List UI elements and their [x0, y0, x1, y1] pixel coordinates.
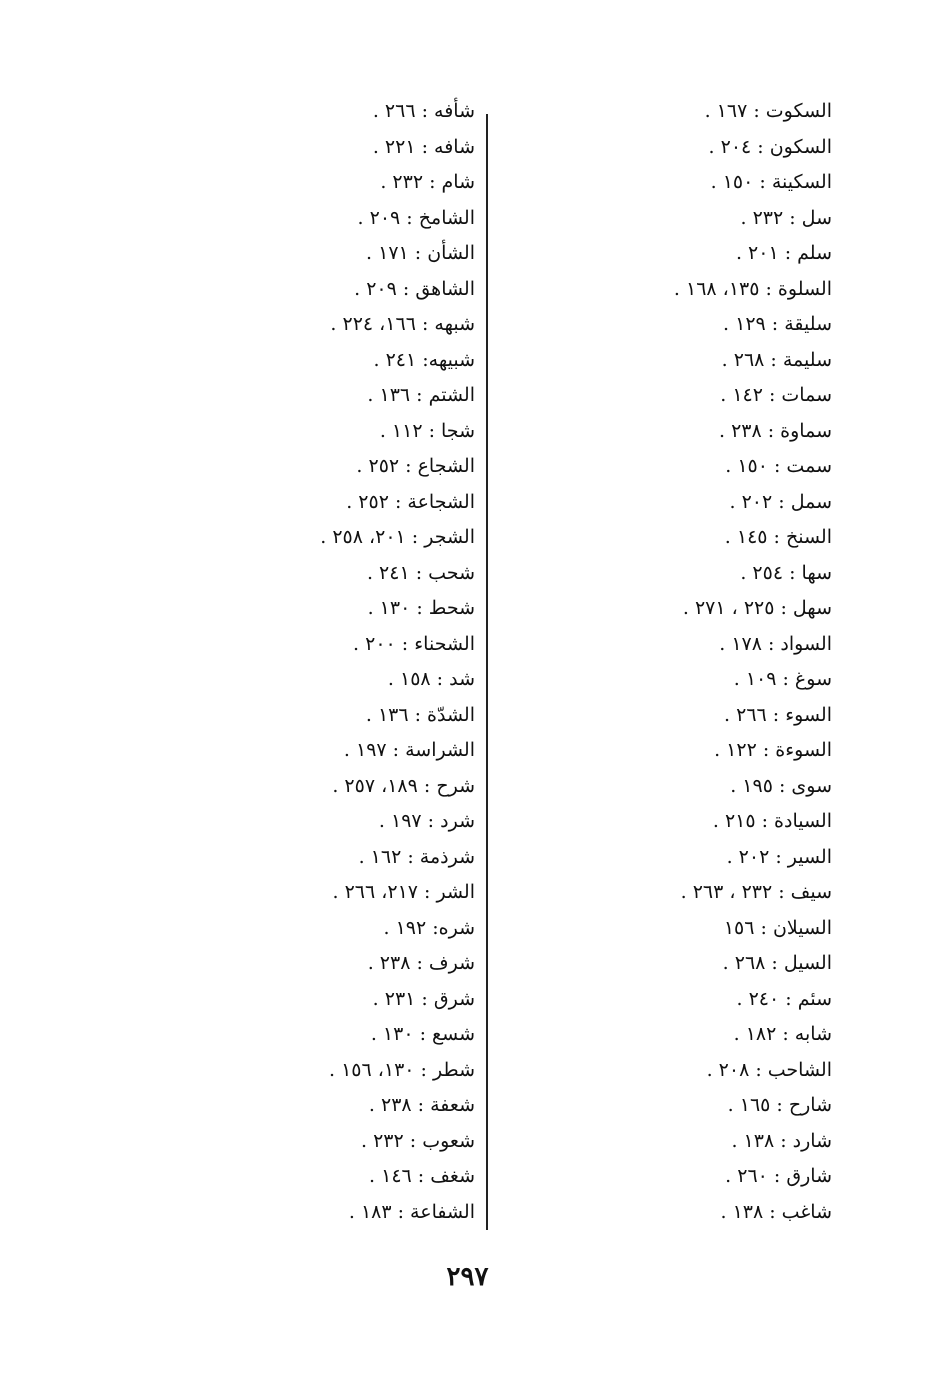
index-entry: السكون : ٢٠٤ .: [708, 135, 832, 158]
index-entry: شافه : ٢٢١ .: [372, 135, 475, 158]
index-entry: سليقة : ١٢٩ .: [723, 313, 832, 335]
index-entry: شره: ١٩٢ .: [383, 916, 475, 939]
index-entry: الشاهق : ٢٠٩ .: [354, 277, 475, 300]
index-entry: شبيهه: ٢٤١ .: [373, 348, 475, 371]
index-entry: شعوب : ٢٣٢ .: [361, 1129, 475, 1152]
index-entry: شرق : ٢٣١ .: [372, 987, 475, 1010]
index-entry: الشجر : ٢٠١، ٢٥٨ .: [320, 526, 475, 548]
column-divider: [486, 114, 488, 1230]
index-entry: الشراسة : ١٩٧ .: [343, 739, 475, 761]
index-entry: الشتم : ١٣٦ .: [367, 384, 475, 406]
index-entry: شغف : ١٤٦ .: [369, 1165, 475, 1187]
index-entry: الشفاعة : ١٨٣ .: [348, 1200, 475, 1223]
index-entry: شأفه : ٢٦٦ .: [372, 100, 475, 122]
index-entry: السلوة : ١٣٥، ١٦٨ .: [673, 277, 832, 300]
index-entry: شارد : ١٣٨ .: [731, 1129, 832, 1152]
index-entry: شرذمة : ١٦٢ .: [358, 845, 475, 868]
index-entry: شحب : ٢٤١ .: [366, 561, 475, 584]
index-entry: سمات : ١٤٢ .: [720, 384, 832, 406]
index-entry: سل : ٢٣٢ .: [740, 206, 832, 229]
index-entry: شابه : ١٨٢ .: [733, 1023, 832, 1045]
index-entry: الشدّة : ١٣٦ .: [365, 703, 475, 726]
index-column-left: [275, 94, 475, 1230]
index-entry: السير : ٢٠٢ .: [726, 845, 832, 868]
index-entry: شحط : ١٣٠ .: [367, 597, 475, 619]
index-entry: شد : ١٥٨ .: [387, 668, 475, 690]
index-column-right: [582, 94, 832, 1230]
index-entry: شام : ٢٣٢ .: [380, 171, 475, 193]
index-entry: السيلان : ١٥٦: [723, 916, 832, 939]
index-entry: شرد : ١٩٧ .: [378, 810, 475, 832]
page-number: ٢٩٧: [446, 1262, 489, 1292]
index-entry: سمت : ١٥٠ .: [725, 455, 832, 477]
index-entry: سهل : ٢٢٥ ، ٢٧١ .: [682, 597, 832, 619]
index-entry: سيف : ٢٣٢ ، ٢٦٣ .: [680, 881, 832, 903]
index-entry: شجا : ١١٢ .: [379, 419, 475, 442]
index-entry: سوغ : ١٠٩ .: [733, 668, 832, 690]
index-entry: سلم : ٢٠١ .: [735, 242, 832, 264]
index-entry: السوء : ٢٦٦ .: [724, 703, 832, 726]
index-entry: سها : ٢٥٤ .: [740, 561, 832, 584]
index-entry: السنخ : ١٤٥ .: [724, 526, 832, 548]
index-entry: السواد : ١٧٨ .: [719, 632, 832, 655]
index-entry: سوى : ١٩٥ .: [730, 774, 832, 797]
index-entry: الشأن : ١٧١ .: [366, 242, 475, 264]
index-entry: سليمة : ٢٦٨ .: [721, 348, 832, 371]
index-entry: شعفة : ٢٣٨ .: [368, 1094, 475, 1116]
index-entry: الشر : ٢١٧، ٢٦٦ .: [332, 881, 475, 903]
index-entry: سئم : ٢٤٠ .: [736, 987, 832, 1010]
index-entry: سماوة : ٢٣٨ .: [718, 419, 832, 442]
index-entry: الشجاع : ٢٥٢ .: [356, 455, 475, 477]
index-entry: شبهه : ١٦٦، ٢٢٤ .: [330, 313, 475, 335]
index-entry: الشحناء : ٢٠٠ .: [353, 632, 475, 655]
index-entry: شارح : ١٦٥ .: [727, 1094, 832, 1116]
index-entry: السيادة : ٢١٥ .: [712, 810, 832, 832]
index-entry: الشاحب : ٢٠٨ .: [706, 1058, 832, 1081]
index-entry: شارق : ٢٦٠ .: [725, 1165, 832, 1187]
index-entry: شرح : ١٨٩، ٢٥٧ .: [332, 774, 475, 797]
index-entry: الشجاعة : ٢٥٢ .: [346, 490, 475, 513]
index-entry: سمل : ٢٠٢ .: [729, 490, 832, 513]
index-entry: شاغب : ١٣٨ .: [720, 1200, 832, 1223]
index-entry: السكينة : ١٥٠ .: [710, 171, 832, 193]
index-entry: السوءة : ١٢٢ .: [714, 739, 832, 761]
index-entry: شرف : ٢٣٨ .: [367, 952, 475, 974]
index-entry: الشامخ : ٢٠٩ .: [357, 206, 475, 229]
index-entry: السيل : ٢٦٨ .: [722, 952, 832, 974]
index-entry: شطر : ١٣٠، ١٥٦ .: [329, 1058, 475, 1081]
index-entry: شسع : ١٣٠ .: [370, 1023, 475, 1045]
index-entry: السكوت : ١٦٧ .: [704, 100, 832, 122]
